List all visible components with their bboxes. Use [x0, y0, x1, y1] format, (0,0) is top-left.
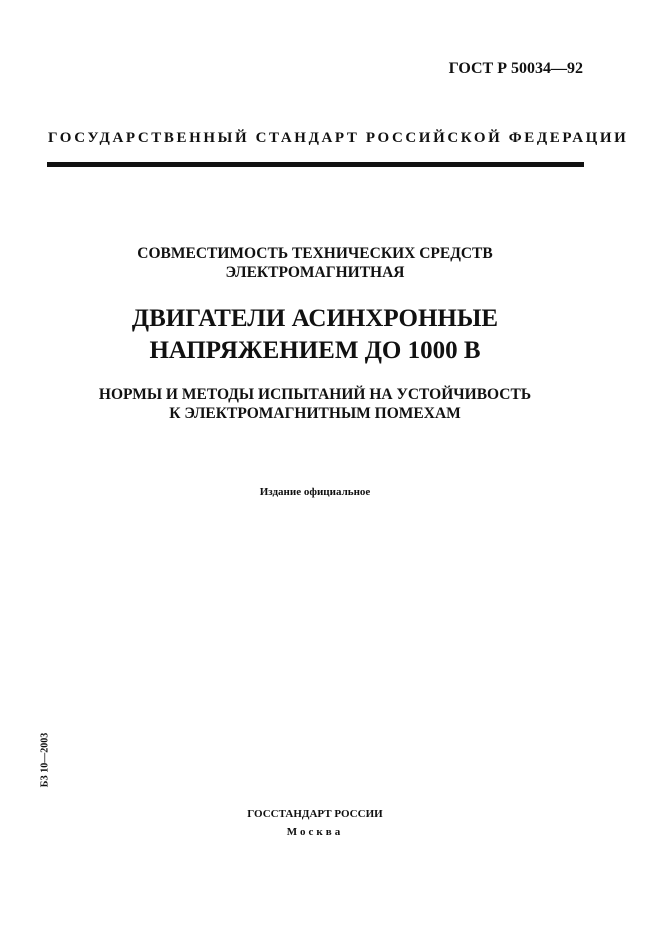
edition-label: Издание официальное: [259, 486, 371, 498]
subject-line-1: СОВМЕСТИМОСТЬ ТЕХНИЧЕСКИХ СРЕДСТВ: [137, 245, 493, 262]
main-title-line-1: ДВИГАТЕЛИ АСИНХРОННЫЕ: [131, 305, 499, 332]
subtitle-line-1: НОРМЫ И МЕТОДЫ ИСПЫТАНИЙ НА УСТОЙЧИВОСТЬ: [98, 386, 532, 403]
header-divider: [47, 162, 584, 167]
main-title: [0, 303, 630, 367]
side-note-text: БЗ 10—2003: [39, 732, 51, 788]
subtitle-line-2: К ЭЛЕКТРОМАГНИТНЫМ ПОМЕХАМ: [169, 405, 461, 422]
publisher: ГОССТАНДАРТ РОССИИ: [247, 808, 383, 820]
subtitle: [0, 385, 630, 423]
main-title-line-2: НАПРЯЖЕНИЕМ ДО 1000 В: [149, 337, 481, 364]
side-note: [38, 725, 52, 795]
subject-line-2: ЭЛЕКТРОМАГНИТНАЯ: [225, 264, 405, 281]
publisher-city: Москва: [286, 826, 344, 838]
subject-heading: [0, 244, 630, 282]
state-standard-heading: ГОСУДАРСТВЕННЫЙ СТАНДАРТ РОССИЙСКОЙ ФЕДЕРАЦИИ: [48, 130, 629, 146]
document-code: ГОСТ Р 50034—92: [448, 60, 583, 77]
